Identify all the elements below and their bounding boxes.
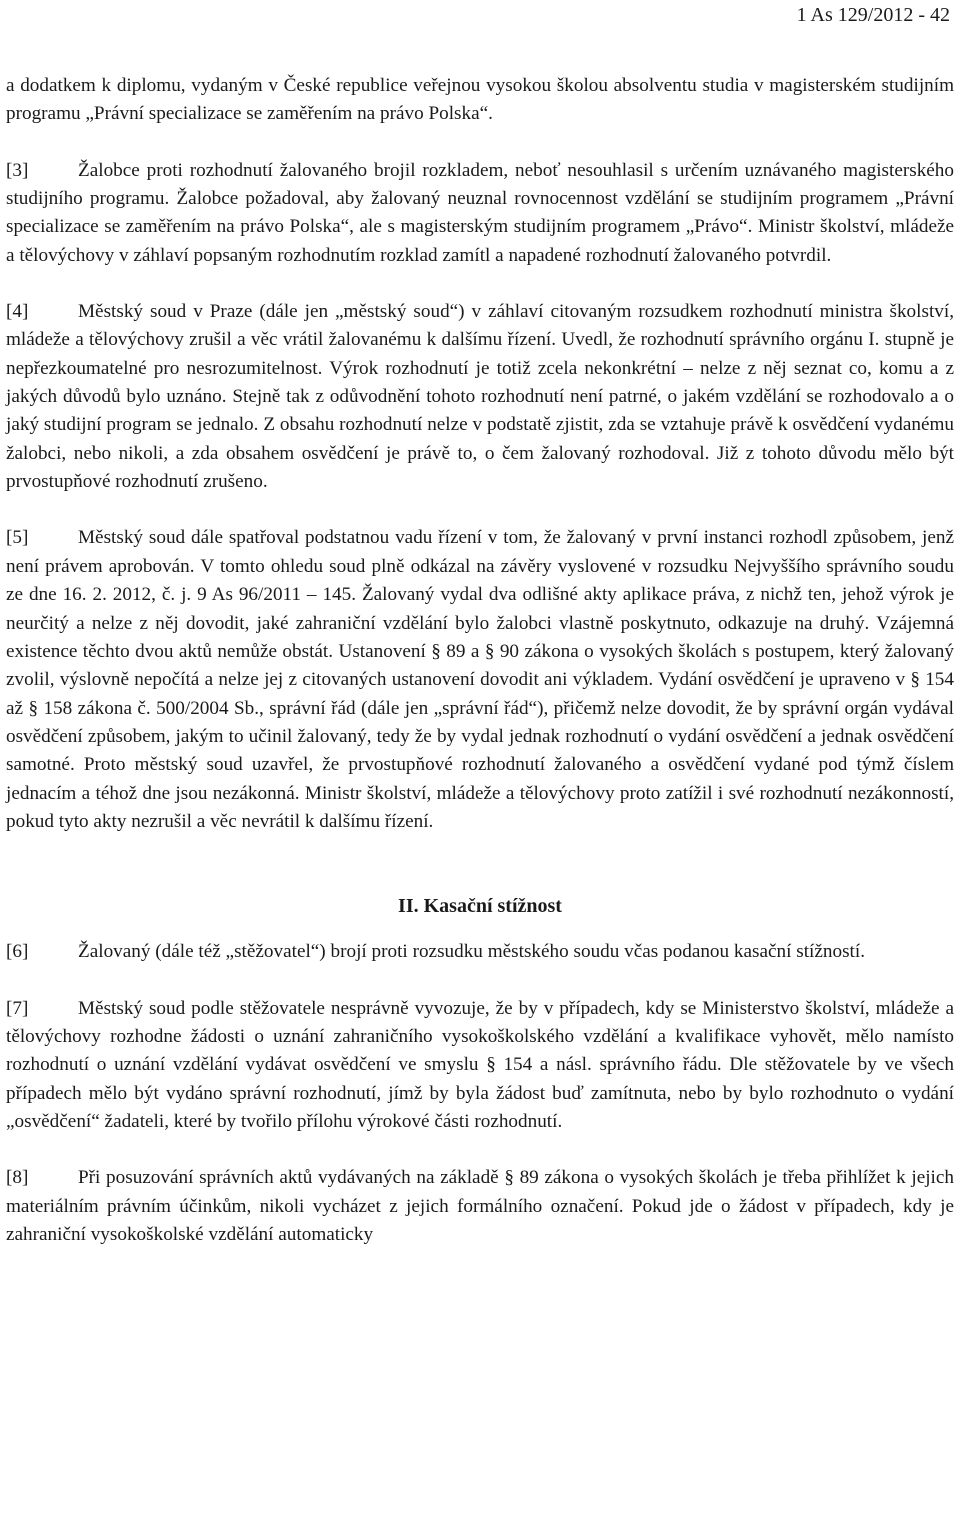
paragraph-4	[6, 298, 954, 496]
document-body	[6, 72, 954, 1249]
paragraph-text: Městský soud v Praze (dále jen „městský soud“) v záhlaví citovaným rozsudkem rozhodnutí ministra školství, mládeže a tělovýchovy zrušil a věc vrátil žalovanému k dalšímu řízení. Uvedl, že rozhodnutí správního orgánu I. stupně je nepřezkoumatelné pro nesrozumitelnost. Výrok rozhodnutí je totiž zcela nekonkrétní – nelze z něj seznat co, komu a z jakých důvodů bylo uznáno. Stejně tak z odůvodnění tohoto rozhodnutí není patrné, o jakém vzdělání se rozhodovalo a o jaký studijní program se jednalo. Z obsahu rozhodnutí nelze v podstatě zjistit, zda se vztahuje právě k osvědčení vydanému žalobci, nebo nikoli, a zda obsahem osvědčení je právě to, o čem žalovaný rozhodoval. Již z tohoto důvodu mělo být prvostupňové rozhodnutí zrušeno.	[6, 301, 954, 493]
case-number-header: 1 As 129/2012 - 42	[796, 4, 950, 26]
paragraph-number: [7]	[6, 997, 29, 1019]
paragraph-8	[6, 1164, 954, 1249]
paragraph-3	[6, 157, 954, 270]
paragraph-number: [4]	[6, 301, 29, 323]
paragraph-text: a dodatkem k diplomu, vydaným v České republice veřejnou vysokou školou absolventu studia v magisterském studijním programu „Právní specializace se zaměřením na právo Polska“.	[6, 75, 954, 125]
section-heading: II. Kasační stížnost	[398, 895, 562, 918]
paragraph-6	[6, 938, 954, 966]
paragraph-number: [6]	[6, 941, 29, 963]
paragraph-continuation	[6, 72, 954, 129]
paragraph-number: [8]	[6, 1167, 29, 1189]
paragraph-text: Při posuzování správních aktů vydávaných na základě § 89 zákona o vysokých školách je třeba přihlížet k jejich materiálním právním účinkům, nikoli vycházet z jejich formálního označení. Pokud jde o žádost v případech, kdy je zahraniční vysokoškolské vzdělání automaticky	[6, 1167, 954, 1245]
paragraph-number: [3]	[6, 159, 29, 181]
paragraph-5	[6, 524, 954, 836]
paragraph-text: Městský soud podle stěžovatele nesprávně vyvozuje, že by v případech, kdy se Ministerstvo školství, mládeže a tělovýchovy rozhodne žádosti o uznání zahraničního vysokoškolského vzdělání a kvalifikace vyhovět, mělo namísto rozhodnutí o uznání vzdělání vydávat osvědčení ve smyslu § 154 a násl. správního řádu. Dle stěžovatele by ve všech případech mělo být vydáno správní rozhodnutí, jímž by byla žádost buď zamítnuta, nebo by bylo rozhodnuto o vydání „osvědčení“ žadateli, které by tvořilo přílohu výrokové části rozhodnutí.	[6, 997, 954, 1132]
paragraph-text: Městský soud dále spatřoval podstatnou vadu řízení v tom, že žalovaný v první instanci rozhodl způsobem, jenž není právem aprobován. V tomto ohledu soud plně odkázal na závěry vyslovené v rozsudku Nejvyššího správního soudu ze dne 16. 2. 2012, č. j. 9 As 96/2011 – 145. Žalovaný vydal dva odlišné akty aplikace práva, z nichž ten, jehož výrok je neurčitý a nelze z něj dovodit, jaké zahraniční vzdělání bylo žalobci vlastně poskytnuto, odkazuje na druhý. Vzájemná existence těchto dvou aktů nemůže obstát. Ustanovení § 89 a § 90 zákona o vysokých školách s postupem, který žalovaný zvolil, výslovně nepočítá a nelze jej z citovaných ustanovení dovodit ani výkladem. Vydání osvědčení je upraveno v § 154 až § 158 zákona č. 500/2004 Sb., správní řád (dále jen „správní řád“), přičemž nelze dovodit, že by správní orgán vydával osvědčení způsobem, jakým to učinil žalovaný, tedy že by vydal jednak rozhodnutí o vydání osvědčení a jednak osvědčení samotné. Proto městský soud uzavřel, že prvostupňové rozhodnutí žalovaného a osvědčení vydané pod týmž číslem jednacím a téhož dne jsou nezákonná. Ministr školství, mládeže a tělovýchovy proto zatížil i své rozhodnutí nezákonností, pokud tyto akty nezrušil a věc nevrátil k dalšímu řízení.	[6, 527, 954, 832]
paragraph-7	[6, 995, 954, 1137]
paragraph-number: [5]	[6, 527, 29, 549]
paragraph-text: Žalovaný (dále též „stěžovatel“) brojí proti rozsudku městského soudu včas podanou kasační stížností.	[78, 941, 865, 963]
paragraph-text: Žalobce proti rozhodnutí žalovaného brojil rozkladem, neboť nesouhlasil s určením uznávaného magisterského studijního programu. Žalobce požadoval, aby žalovaný neuznal rovnocennost vzdělání se studijním programem „Právní specializace se zaměřením na právo Polska“, ale s magisterským studijním programem „Právo“. Ministr školství, mládeže a tělovýchovy v záhlaví popsaným rozhodnutím rozklad zamítl a napadené rozhodnutí žalovaného potvrdil.	[6, 159, 954, 266]
